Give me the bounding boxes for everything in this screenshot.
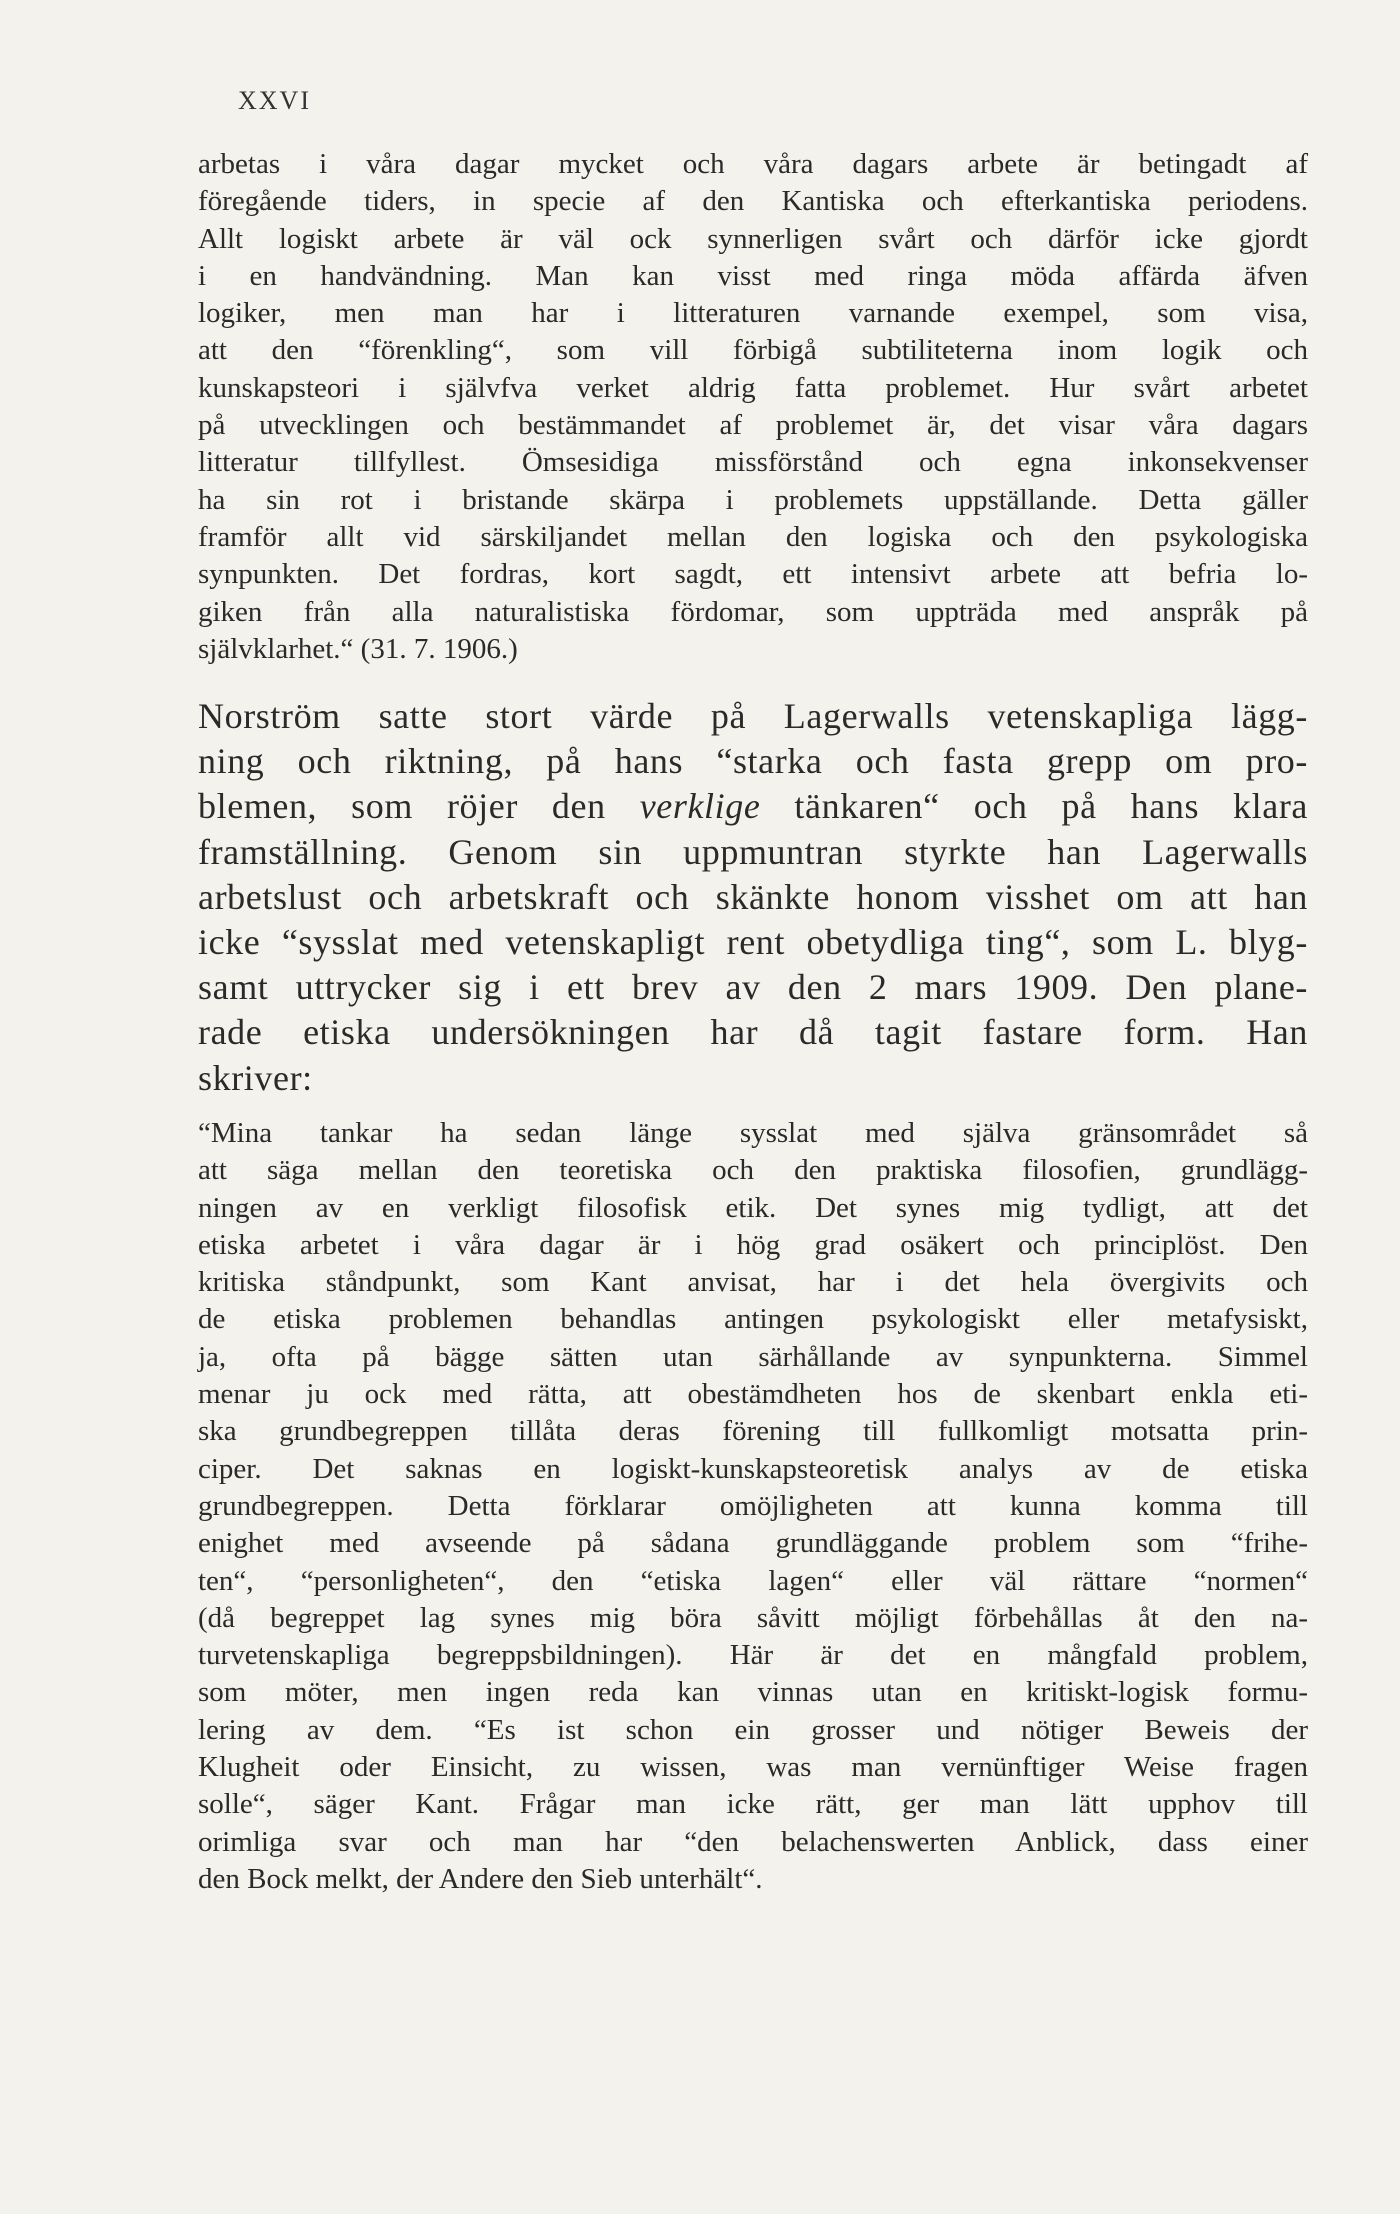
body-line <box>198 784 1308 829</box>
quote-line: solle“, säger Kant. Frågar man icke rätt, ger man lätt upphov till <box>198 1788 1308 1821</box>
quote-line: föregående tiders, in specie af den Kantiska och efterkantiska periodens. <box>198 185 1308 218</box>
quote-line: synpunkten. Det fordras, kort sagdt, ett intensivt arbete att befria lo- <box>198 558 1308 591</box>
quote-line: lering av dem. “Es ist schon ein grosser und nötiger Beweis der <box>198 1713 1308 1746</box>
quote-line: grundbegreppen. Detta förklarar omöjligheten att kunna komma till <box>198 1489 1308 1522</box>
quote-line: ten“, “personligheten“, den “etiska lagen“ eller väl rättare “normen“ <box>198 1564 1308 1597</box>
quote-line: självklarhet.“ (31. 7. 1906.) <box>198 632 518 665</box>
emphasized-word: verklige <box>639 786 761 827</box>
quote-line: kunskapsteori i självfva verket aldrig fatta problemet. Hur svårt arbetet <box>198 371 1308 404</box>
quote-line: att säga mellan den teoretiska och den praktiska filosofien, grundlägg- <box>198 1154 1308 1187</box>
quote-line: Klugheit oder Einsicht, zu wissen, was man vernünftiger Weise fragen <box>198 1751 1308 1784</box>
body-line: ning och riktning, på hans “starka och fasta grepp om pro- <box>198 741 1308 782</box>
body-line: samt uttrycker sig i ett brev av den 2 mars 1909. Den plane- <box>198 967 1308 1008</box>
quote-line: de etiska problemen behandlas antingen psykologiskt eller metafysiskt, <box>198 1303 1308 1336</box>
quote-line: ningen av en verkligt filosofisk etik. Det synes mig tydligt, att det <box>198 1191 1308 1224</box>
quote-line: etiska arbetet i våra dagar är i hög grad osäkert och principlöst. Den <box>198 1228 1308 1261</box>
quote-line: Allt logiskt arbete är väl ock synnerligen svårt och därför icke gjordt <box>198 222 1308 255</box>
quote-line: turvetenskapliga begreppsbildningen). Här är det en mångfald problem, <box>198 1639 1308 1672</box>
quote-block-letter-1909 <box>198 1115 1308 1898</box>
body-line: arbetslust och arbetskraft och skänkte honom visshet om att han <box>198 876 1308 917</box>
quote-line: den Bock melkt, der Andere den Sieb unterhält“. <box>198 1862 763 1895</box>
body-line: rade etiska undersökningen har då tagit fastare form. Han <box>198 1012 1308 1053</box>
quote-line: på utvecklingen och bestämmandet af problemet är, det visar våra dagars <box>198 409 1308 442</box>
quote-line: logiker, men man har i litteraturen varnande exempel, som visa, <box>198 297 1308 330</box>
quote-line: “Mina tankar ha sedan länge sysslat med själva gränsområdet så <box>198 1117 1308 1149</box>
quote-line: att den “förenkling“, som vill förbigå subtiliteterna inom logik och <box>198 334 1308 367</box>
quote-line: enighet med avseende på sådana grundläggande problem som “frihe- <box>198 1527 1308 1560</box>
quote-line: ciper. Det saknas en logiskt-kunskapsteoretisk analys av de etiska <box>198 1452 1308 1485</box>
body-line: skriver: <box>198 1057 313 1098</box>
quote-line: ha sin rot i bristande skärpa i problemets uppställande. Detta gäller <box>198 483 1308 516</box>
quote-line: (då begreppet lag synes mig böra såvitt möjligt förbehållas åt den na- <box>198 1601 1308 1634</box>
quote-block-letter-1906 <box>198 146 1308 668</box>
quote-line: i en handvändning. Man kan visst med ringa möda affärda äfven <box>198 259 1308 292</box>
quote-line: kritiska ståndpunkt, som Kant anvisat, har i det hela övergivits och <box>198 1266 1308 1299</box>
body-paragraph <box>198 694 1308 1101</box>
quote-line: ska grundbegreppen tillåta deras förening till fullkomligt motsatta prin- <box>198 1415 1308 1448</box>
body-text-segment: tänkaren“ och på hans klara <box>760 786 1308 827</box>
quote-line: framför allt vid särskiljandet mellan den logiska och den psykologiska <box>198 520 1308 553</box>
quote-line: ja, ofta på bägge sätten utan särhållande av synpunkterna. Simmel <box>198 1340 1308 1373</box>
body-line: framställning. Genom sin uppmuntran styrkte han Lagerwalls <box>198 831 1308 872</box>
quote-line: giken från alla naturalistiska fördomar, som uppträda med anspråk på <box>198 595 1308 628</box>
quote-line: menar ju ock med rätta, att obestämdheten hos de skenbart enkla eti- <box>198 1378 1308 1411</box>
page-number: XXVI <box>238 86 311 115</box>
quote-line: arbetas i våra dagar mycket och våra dagars arbete är betingadt af <box>198 148 1308 180</box>
quote-line: orimliga svar och man har “den belachenswerten Anblick, dass einer <box>198 1825 1308 1858</box>
body-line: Norström satte stort värde på Lagerwalls vetenskapliga lägg- <box>198 696 1308 736</box>
body-line: icke “sysslat med vetenskapligt rent obetydliga ting“, som L. blyg- <box>198 921 1308 962</box>
quote-line: litteratur tillfyllest. Ömsesidiga missförstånd och egna inkonsekvenser <box>198 446 1308 479</box>
quote-line: som möter, men ingen reda kan vinnas utan en kritiskt-logisk formu- <box>198 1676 1308 1709</box>
body-text-segment: blemen, som röjer den <box>198 786 640 827</box>
